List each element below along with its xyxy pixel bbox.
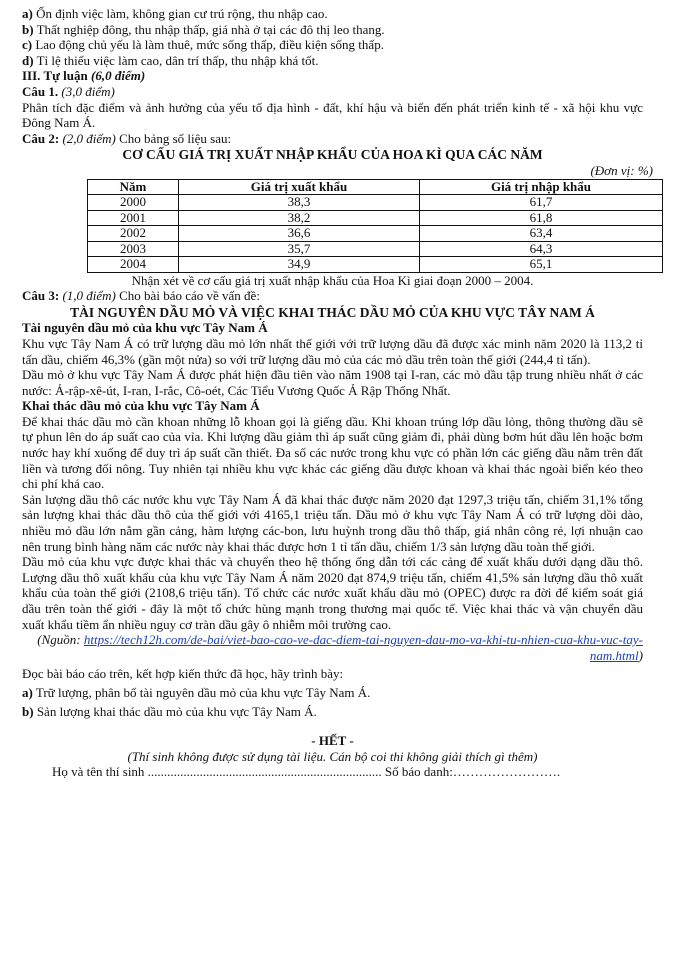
article-heading-1: Tài nguyên dầu mỏ của khu vực Tây Nam Á [22,320,268,336]
article-paragraph: Dầu mỏ ở khu vực Tây Nam Á được phát hiện đầu tiên vào năm 1908 tại I-ran, các mỏ dầu tập trung nhiều nhất ở các nước: Ả-rập-xê-út, I-ran, I-rắc, Cô-oét, Các Tiểu Vương Quốc Ả Rập Thống Nhất. [22,367,643,398]
cell-import: 63,4 [420,226,663,242]
option-a: a) Ổn định việc làm, không gian cư trú rộng, thu nhập cao. [22,6,328,21]
cell-import: 64,3 [420,241,663,257]
article-paragraph: Dầu mỏ của khu vực được khai thác và chuyển theo hệ thống ống dẫn tới các cảng để xuất khẩu dưới dạng dầu thô. Lượng dầu thô xuất khẩu của khu vực Tây Nam Á năm 2020 đạt 874,9 triệu tấn, chiếm 41,5% sản lượng dầu thô xuất khẩu của toàn thế giới (2108,6 triệu tấn). Tổ chức các nước xuất khẩu dầu mỏ (OPEC) được ra đời để kiểm soát giá dầu trên toàn thế giới - đây là một tổ chức hùng mạnh trong thương mại quốc tế. Việc khai thác và vận chuyển dầu xuất khẩu tiềm ẩn nhiều nguy cơ tràn dầu gây ô nhiễm môi trường cao. [22,554,643,632]
article-paragraph: Để khai thác dầu mỏ cần khoan những lỗ khoan gọi là giếng dầu. Khi khoan trúng lớp dầu lỏng, thông thường dầu sẽ tự phun lên do áp suất cao của vỉa. Khi lượng dầu giảm thì áp suất cũng giảm đi, phải dùng bơm hút dầu lên hoặc bơm nước hay khí xuống để duy trì áp suất cần thiết. Đa số các nước trong khu vực có phần lớn các giếng dầu nằm trên đất liền và tương đối nông. Tuy nhiên tại nhiều khu vực khác các giếng dầu được khoan và khai thác ngoài biển kéo theo chi phí khá cao. [22,413,643,492]
cell-export: 38,3 [179,195,420,211]
col-header-year: Năm [88,179,179,195]
table-row [88,241,663,257]
question-1-label: Câu 1. (3,0 điểm) [22,83,115,99]
answer-options [22,6,643,68]
export-import-table [87,179,663,273]
cell-export: 36,6 [179,226,420,242]
table-row [88,226,663,242]
cell-year: 2003 [88,241,179,257]
article-source: (Nguồn: https://tech12h.com/de-bai/viet-bao-cao-ve-dac-diem-tai-nguyen-dau-mo-va-khi-tu-nhien-cua-khu-vuc-tay-nam.html) [37,632,643,663]
cell-year: 2001 [88,210,179,226]
article-paragraph: Khu vực Tây Nam Á có trữ lượng dầu mỏ lớn nhất thế giới với trữ lượng dầu đã được xác minh năm 2020 là 113,2 tỉ tấn dầu, chiếm 46,3% (gần một nửa) so với trữ lượng dầu mỏ của các mỏ dầu trên toàn thế giới (244,4 tỉ tấn). [22,335,643,367]
question-2-label: Câu 2: (2,0 điểm) Cho bảng số liệu sau: [22,130,232,146]
col-header-import: Giá trị nhập khẩu [420,179,663,195]
cell-year: 2004 [88,257,179,273]
source-link[interactable]: https://tech12h.com/de-bai/viet-bao-cao-ve-dac-diem-tai-nguyen-dau-mo-va-khi-tu-nhien-cua-khu-vuc-tay-nam.html [83,632,643,663]
cell-import: 61,8 [420,210,663,226]
question-3-task-intro: Đọc bài báo cáo trên, kết hợp kiến thức đã học, hãy trình bày: [22,666,344,682]
article-heading-2: Khai thác dầu mỏ của khu vực Tây Nam Á [22,398,260,414]
candidate-info-line: Họ và tên thí sinh ........................................................................ Số báo danh:……………………. [52,764,561,780]
cell-year: 2000 [88,195,179,211]
cell-year: 2002 [88,226,179,242]
cell-export: 35,7 [179,241,420,257]
question-3-label: Câu 3: (1,0 điểm) Cho bài báo cáo về vấn đề: [22,288,260,304]
question-2-task: Nhận xét về cơ cấu giá trị xuất nhập khẩu của Hoa Kì giai đoạn 2000 – 2004. [131,272,534,288]
col-header-export: Giá trị xuất khẩu [179,179,420,195]
option-d: d) Tỉ lệ thiếu việc làm cao, dân trí thấp, thu nhập khá tốt. [22,52,319,68]
table-header-row [88,179,663,195]
cell-export: 34,9 [179,257,420,273]
cell-import: 65,1 [420,257,663,273]
section-heading: III. Tự luận (6,0 điểm) [22,68,146,84]
table-row [88,210,663,226]
table-title: CƠ CẤU GIÁ TRỊ XUẤT NHẬP KHẨU CỦA HOA KÌ QUA CÁC NĂM [122,147,543,163]
exam-note: (Thí sinh không được sử dụng tài liệu. Cán bộ coi thi không giải thích gì thêm) [127,748,538,764]
question-3-task-b: b) Sản lượng khai thác dầu mỏ của khu vực Tây Nam Á. [22,703,317,719]
option-c: c) Lao động chủ yếu là làm thuê, mức sống thấp, điều kiện sống thấp. [22,37,384,53]
article-title: TÀI NGUYÊN DẦU MỎ VÀ VIỆC KHAI THÁC DẦU MỎ CỦA KHU VỰC TÂY NAM Á [70,304,595,320]
article-paragraph: Sản lượng dầu thô các nước khu vực Tây Nam Á đã khai thác được năm 2020 đạt 1297,3 triệu tấn, chiếm 31,1% tổng sản lượng khai thác dầu thô của thế giới với 4165,1 triệu tấn. Dầu mỏ ở khu vực Tây Nam Á có trữ lượng dồi dào, nhiều mỏ dầu lớn nằm gần cảng, hàm lượng các-bon, lưu huỳnh trong dầu thô thấp, giá nhân công rẻ, lợi nhuận cao nên trung bình hàng năm các nước này khai thác được hơn 1 tỉ tấn dầu, chiếm 1/3 sản lượng dầu toàn thế giới. [22,491,643,554]
question-3-task-a: a) Trữ lượng, phân bố tài nguyên dầu mỏ của khu vực Tây Nam Á. [22,684,371,700]
cell-import: 61,7 [420,195,663,211]
table-row [88,257,663,273]
table-row [88,195,663,211]
cell-export: 38,2 [179,210,420,226]
question-1-text: Phân tích đặc điểm và ảnh hưởng của yếu tố địa hình - đất, khí hậu và biển đến phát triển kinh tế - xã hội khu vực Đông Nam Á. [22,99,643,131]
end-marker: - HẾT - [311,733,354,749]
table-unit: (Đơn vị: %) [590,162,653,178]
option-b: b) Thất nghiệp đông, thu nhập thấp, giá nhà ở tại các đô thị leo thang. [22,21,385,37]
